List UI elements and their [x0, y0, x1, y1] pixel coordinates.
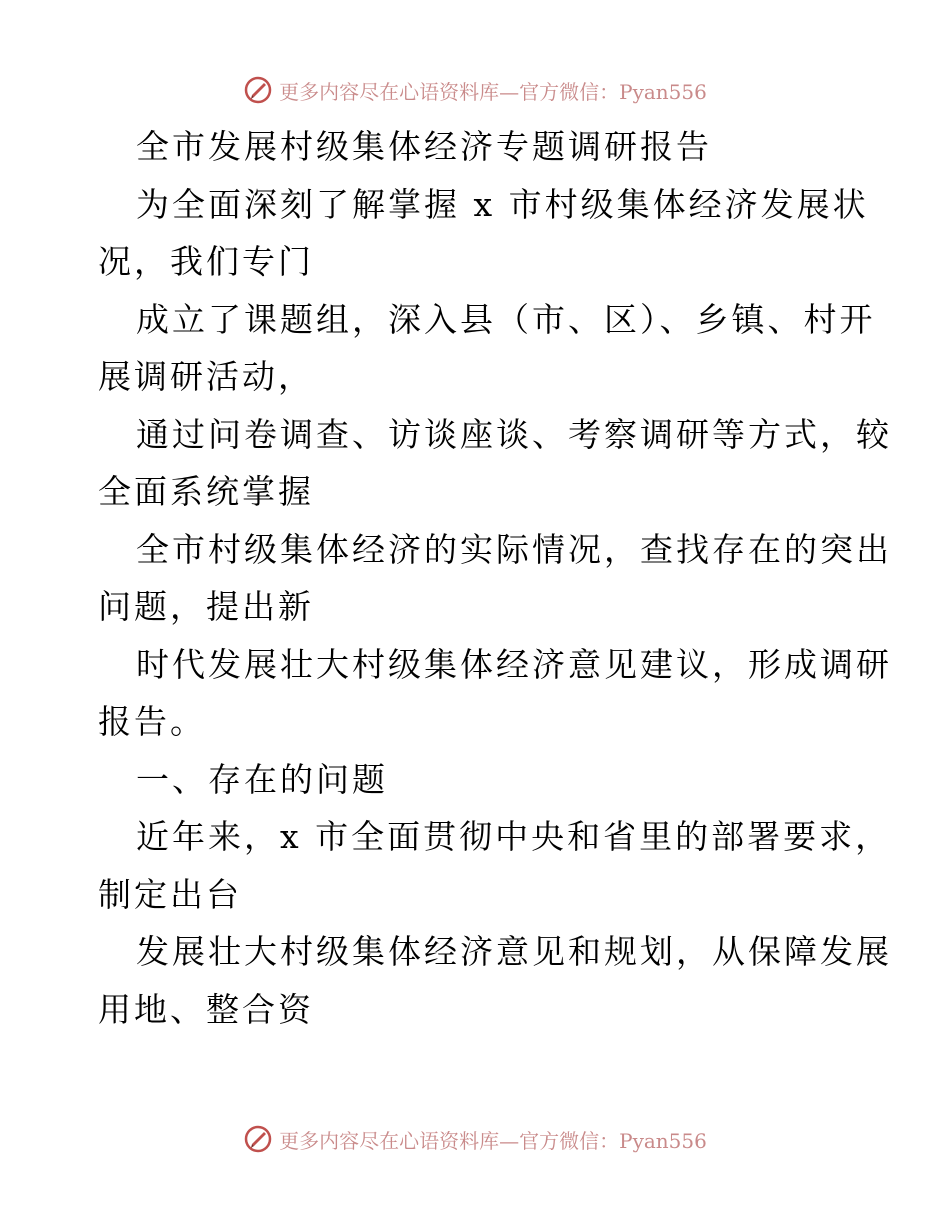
watermark-group — [243, 1124, 707, 1154]
text-line: 一、存在的问题 — [136, 759, 388, 799]
watermark-text: 更多内容尽在心语资料库—官方微信：Pyan556 — [279, 79, 707, 104]
text-line: 全面系统掌握 — [98, 472, 314, 511]
document-body — [98, 118, 892, 1038]
text-line: 问题，提出新 — [98, 587, 314, 626]
text-line: 时代发展壮大村级集体经济意见建议，形成调研 — [136, 644, 892, 684]
text-line: 成立了课题组，深入县（市、区）、乡镇、村开 — [136, 299, 876, 339]
pen-circle-logo-icon — [243, 1124, 273, 1154]
text-line: 用地、整合资 — [98, 989, 314, 1029]
text-line: 展调研活动， — [98, 357, 314, 396]
text-line: 制定出台 — [98, 874, 242, 914]
watermark-text: 更多内容尽在心语资料库—官方微信：Pyan556 — [279, 1128, 707, 1153]
text-line: 全市村级集体经济的实际情况，查找存在的突出 — [136, 529, 892, 569]
text-line: 发展壮大村级集体经济意见和规划，从保障发展 — [136, 932, 892, 971]
text-line: 近年来，x 市全面贯彻中央和省里的部署要求， — [136, 817, 892, 856]
text-line: 全市发展村级集体经济专题调研报告 — [136, 127, 712, 166]
watermark-group — [243, 75, 707, 105]
text-line: 通过问卷调查、访谈座谈、考察调研等方式，较 — [136, 414, 892, 454]
pen-circle-logo-icon — [243, 75, 273, 105]
text-line: 况，我们专门 — [98, 242, 314, 281]
text-line: 为全面深刻了解掌握 x 市村级集体经济发展状 — [136, 184, 869, 224]
header-watermark — [0, 70, 950, 110]
text-line: 报告。 — [98, 702, 206, 741]
footer-watermark — [0, 1119, 950, 1159]
